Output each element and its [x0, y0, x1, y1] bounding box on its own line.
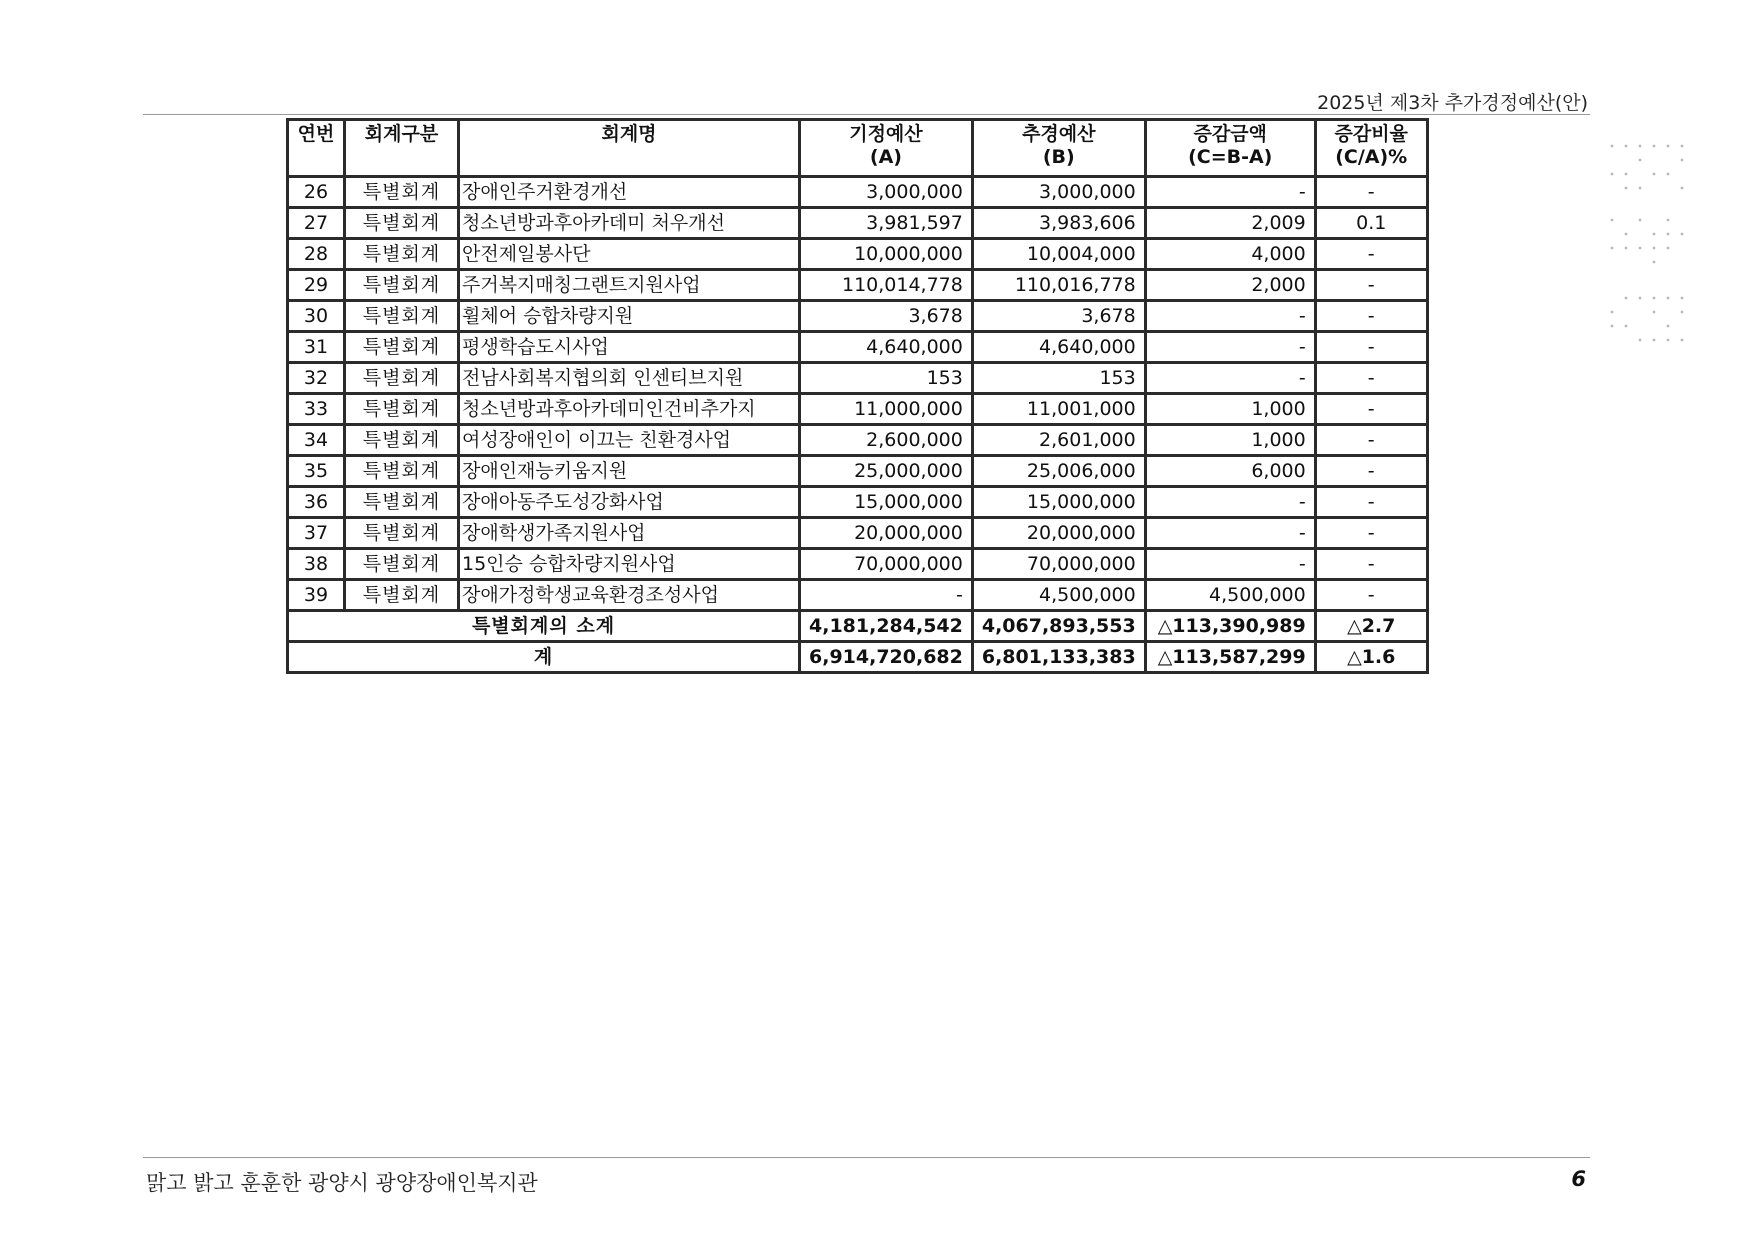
- row-budget-a: 2,600,000: [800, 425, 973, 456]
- row-budget-b: 70,000,000: [972, 549, 1145, 580]
- table-header-row: [288, 120, 1428, 177]
- row-change-c: -: [1145, 301, 1315, 332]
- row-name: 장애인재능키움지원: [459, 456, 800, 487]
- row-name: 휠체어 승합차량지원: [459, 301, 800, 332]
- row-type: 특별회계: [345, 394, 459, 425]
- total-rate: △1.6: [1315, 642, 1427, 673]
- row-change-rate: -: [1315, 518, 1427, 549]
- row-type: 특별회계: [345, 549, 459, 580]
- row-budget-b: 153: [972, 363, 1145, 394]
- row-type: 특별회계: [345, 239, 459, 270]
- row-budget-b: 11,001,000: [972, 394, 1145, 425]
- row-type: 특별회계: [345, 487, 459, 518]
- row-name: 청소년방과후아카데미 처우개선: [459, 208, 800, 239]
- row-change-c: -: [1145, 487, 1315, 518]
- table-row: [288, 580, 1428, 611]
- row-change-rate: -: [1315, 456, 1427, 487]
- row-change-c: 1,000: [1145, 425, 1315, 456]
- row-budget-a: 153: [800, 363, 973, 394]
- row-no: 36: [288, 487, 345, 518]
- table-row: [288, 208, 1428, 239]
- table-row: [288, 549, 1428, 580]
- table-row: [288, 456, 1428, 487]
- row-no: 37: [288, 518, 345, 549]
- row-budget-b: 3,983,606: [972, 208, 1145, 239]
- row-type: 특별회계: [345, 177, 459, 208]
- row-budget-a: 10,000,000: [800, 239, 973, 270]
- row-change-rate: -: [1315, 549, 1427, 580]
- row-budget-a: 20,000,000: [800, 518, 973, 549]
- row-name: 여성장애인이 이끄는 친환경사업: [459, 425, 800, 456]
- row-change-rate: -: [1315, 394, 1427, 425]
- header-change-c: 증감금액 (C=B-A): [1145, 120, 1315, 177]
- row-budget-a: 110,014,778: [800, 270, 973, 301]
- row-change-c: 1,000: [1145, 394, 1315, 425]
- row-budget-b: 25,006,000: [972, 456, 1145, 487]
- row-name: 평생학습도시사업: [459, 332, 800, 363]
- row-budget-a: 25,000,000: [800, 456, 973, 487]
- header-change-rate: 증감비율 (C/A)%: [1315, 120, 1427, 177]
- table-row: [288, 363, 1428, 394]
- row-budget-a: 3,981,597: [800, 208, 973, 239]
- subtotal-label: 특별회계의 소계: [288, 611, 800, 642]
- row-no: 34: [288, 425, 345, 456]
- row-name: 안전제일봉사단: [459, 239, 800, 270]
- row-name: 장애학생가족지원사업: [459, 518, 800, 549]
- table-row: [288, 332, 1428, 363]
- row-type: 특별회계: [345, 363, 459, 394]
- row-budget-a: 3,678: [800, 301, 973, 332]
- row-name: 주거복지매칭그랜트지원사업: [459, 270, 800, 301]
- total-c: △113,587,299: [1145, 642, 1315, 673]
- footer-organization: 맑고 밝고 훈훈한 광양시 광양장애인복지관: [146, 1171, 538, 1195]
- row-change-rate: -: [1315, 363, 1427, 394]
- row-name: 장애아동주도성강화사업: [459, 487, 800, 518]
- row-name: 장애인주거환경개선: [459, 177, 800, 208]
- row-change-rate: -: [1315, 301, 1427, 332]
- row-change-c: -: [1145, 549, 1315, 580]
- row-change-c: 6,000: [1145, 456, 1315, 487]
- row-change-c: -: [1145, 332, 1315, 363]
- row-budget-b: 3,678: [972, 301, 1145, 332]
- total-a: 6,914,720,682: [800, 642, 973, 673]
- row-no: 28: [288, 239, 345, 270]
- row-change-c: -: [1145, 363, 1315, 394]
- subtotal-row: [288, 611, 1428, 642]
- row-budget-b: 2,601,000: [972, 425, 1145, 456]
- subtotal-c: △113,390,989: [1145, 611, 1315, 642]
- row-budget-b: 10,004,000: [972, 239, 1145, 270]
- row-name: 장애가정학생교육환경조성사업: [459, 580, 800, 611]
- subtotal-b: 4,067,893,553: [972, 611, 1145, 642]
- row-name: 청소년방과후아카데미인건비추가지: [459, 394, 800, 425]
- subtotal-a: 4,181,284,542: [800, 611, 973, 642]
- document-header-title: 2025년 제3차 추가경정예산(안): [1317, 92, 1588, 114]
- row-no: 33: [288, 394, 345, 425]
- row-change-rate: -: [1315, 270, 1427, 301]
- budget-table: [286, 118, 1429, 674]
- subtotal-rate: △2.7: [1315, 611, 1427, 642]
- row-change-c: 2,000: [1145, 270, 1315, 301]
- total-label: 계: [288, 642, 800, 673]
- row-type: 특별회계: [345, 332, 459, 363]
- decorative-dot-pattern-icon: [1606, 138, 1698, 368]
- table-row: [288, 394, 1428, 425]
- row-change-c: 2,009: [1145, 208, 1315, 239]
- row-change-rate: -: [1315, 177, 1427, 208]
- row-change-rate: -: [1315, 239, 1427, 270]
- row-change-rate: -: [1315, 425, 1427, 456]
- row-no: 39: [288, 580, 345, 611]
- table-row: [288, 301, 1428, 332]
- row-budget-a: 4,640,000: [800, 332, 973, 363]
- row-change-rate: -: [1315, 332, 1427, 363]
- row-budget-b: 4,640,000: [972, 332, 1145, 363]
- row-name: 전남사회복지협의회 인센티브지원: [459, 363, 800, 394]
- table-row: [288, 518, 1428, 549]
- row-change-c: 4,500,000: [1145, 580, 1315, 611]
- row-budget-b: 110,016,778: [972, 270, 1145, 301]
- row-budget-b: 20,000,000: [972, 518, 1145, 549]
- total-b: 6,801,133,383: [972, 642, 1145, 673]
- row-change-c: -: [1145, 177, 1315, 208]
- row-no: 27: [288, 208, 345, 239]
- row-change-c: -: [1145, 518, 1315, 549]
- row-no: 31: [288, 332, 345, 363]
- table-row: [288, 270, 1428, 301]
- row-type: 특별회계: [345, 301, 459, 332]
- footer-rule: [143, 1157, 1590, 1158]
- table-row: [288, 177, 1428, 208]
- row-budget-a: 11,000,000: [800, 394, 973, 425]
- row-change-c: 4,000: [1145, 239, 1315, 270]
- row-change-rate: 0.1: [1315, 208, 1427, 239]
- row-change-rate: -: [1315, 487, 1427, 518]
- row-type: 특별회계: [345, 425, 459, 456]
- row-budget-b: 15,000,000: [972, 487, 1145, 518]
- header-name: 회계명: [459, 120, 800, 177]
- row-budget-b: 3,000,000: [972, 177, 1145, 208]
- row-no: 26: [288, 177, 345, 208]
- row-no: 32: [288, 363, 345, 394]
- row-type: 특별회계: [345, 208, 459, 239]
- row-budget-a: 15,000,000: [800, 487, 973, 518]
- row-type: 특별회계: [345, 456, 459, 487]
- row-budget-a: -: [800, 580, 973, 611]
- row-budget-a: 70,000,000: [800, 549, 973, 580]
- header-budget-a: 기정예산 (A): [800, 120, 973, 177]
- row-name: 15인승 승합차량지원사업: [459, 549, 800, 580]
- row-budget-a: 3,000,000: [800, 177, 973, 208]
- row-type: 특별회계: [345, 518, 459, 549]
- header-rule: [143, 114, 1590, 115]
- row-budget-b: 4,500,000: [972, 580, 1145, 611]
- header-no: 연번: [288, 120, 345, 177]
- table-row: [288, 425, 1428, 456]
- row-no: 29: [288, 270, 345, 301]
- table-row: [288, 239, 1428, 270]
- row-type: 특별회계: [345, 580, 459, 611]
- page-number: 6: [1571, 1167, 1586, 1191]
- header-type: 회계구분: [345, 120, 459, 177]
- header-budget-b: 추경예산 (B): [972, 120, 1145, 177]
- row-type: 특별회계: [345, 270, 459, 301]
- row-no: 30: [288, 301, 345, 332]
- row-change-rate: -: [1315, 580, 1427, 611]
- row-no: 38: [288, 549, 345, 580]
- row-no: 35: [288, 456, 345, 487]
- table-row: [288, 487, 1428, 518]
- total-row: [288, 642, 1428, 673]
